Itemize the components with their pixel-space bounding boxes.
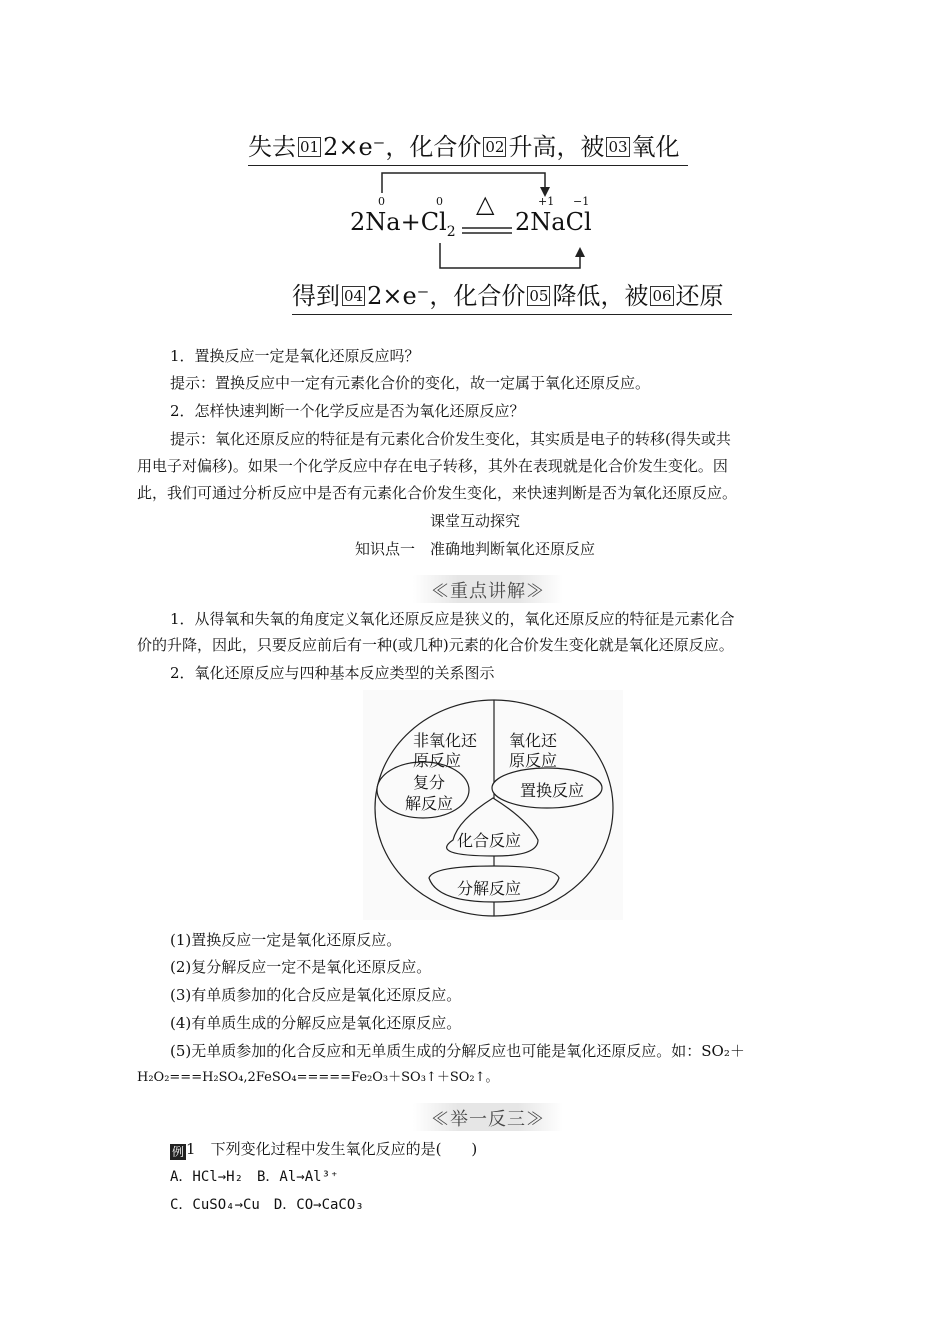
reaction-equation	[350, 207, 456, 247]
example-question	[170, 1138, 477, 1160]
rule-line-4: (4)有单质生成的分解反应是氧化还原反应。	[170, 1014, 462, 1032]
rule-line-2: (2)复分解反应一定不是氧化还原反应。	[170, 958, 432, 976]
rule-line-3: (3)有单质参加的化合反应是氧化还原反应。	[170, 986, 462, 1004]
lose-prefix: 失去	[248, 133, 296, 161]
example-mark-icon: 例	[171, 1145, 184, 1159]
label-non-redox-1: 非氧化还	[413, 731, 478, 750]
banner-chevrons-right-icon: ≫	[526, 581, 545, 602]
reaction-type-diagram	[363, 690, 623, 920]
point-line-3: 2．氧化还原反应与四种基本反应类型的关系图示	[170, 664, 495, 682]
example-options-cd: C．CuSO₄→Cu D．CO→CaCO₃	[170, 1197, 364, 1213]
lose-by-label: ，被	[556, 133, 605, 161]
example-question-text: 下列变化过程中发生氧化反应的是( )	[210, 1140, 478, 1158]
gain-prefix: 得到	[292, 282, 340, 310]
label-non-redox-2: 原反应	[413, 751, 462, 770]
gain-result: 还原	[675, 282, 724, 310]
banner-key-points-label: 重点讲解	[450, 581, 526, 602]
qa-line-2: 提示：置换反应中一定有元素化合价的变化，故一定属于氧化还原反应。	[170, 374, 651, 392]
banner-practice-label: 举一反三	[450, 1109, 526, 1130]
blank-04: 04	[344, 287, 364, 305]
qa-line-3: 2．怎样快速判断一个化学反应是否为氧化还原反应？	[170, 402, 525, 420]
banner2-chevrons-left-icon: ≪	[431, 1109, 450, 1130]
qa-line-1: 1．置换反应一定是氧化还原反应吗？	[170, 347, 420, 365]
lose-result: 氧化	[631, 133, 680, 161]
heat-condition: △	[476, 190, 495, 218]
blank-06: 06	[652, 287, 672, 305]
qa-line-6: 此，我们可通过分析反应中是否有元素化合价发生变化，来快速判断是否为氧化还原反应。	[137, 484, 738, 502]
banner-key-points	[413, 575, 563, 603]
label-combination: 化合反应	[457, 831, 522, 850]
blank-03: 03	[608, 138, 628, 156]
lose-valence-change: 升高	[508, 133, 557, 161]
lose-amount: 2×e⁻	[323, 133, 386, 161]
qa-line-4: 提示：氧化还原反应的特征是有元素化合价发生变化，其实质是电子的转移(得失或共	[170, 430, 731, 448]
qa-line-5: 用电子对偏移)。如果一个化学反应中存在电子转移，其外在表现就是化合价发生变化。因	[137, 457, 728, 475]
equation-figure	[240, 125, 740, 320]
ox-na: 0	[378, 195, 385, 208]
ox-na-product: +1	[538, 195, 555, 208]
rule-line-1: (1)置换反应一定是氧化还原反应。	[170, 931, 402, 949]
gain-valence-label: ，化合价	[429, 282, 526, 310]
ox-cl: 0	[436, 195, 443, 208]
example-options-ab: A．HCl→H₂ B．Al→Al³⁺	[170, 1169, 339, 1185]
reaction-product: 2NaCl	[515, 208, 592, 236]
rule-line-5: (5)无单质参加的化合反应和无单质生成的分解反应也可能是氧化还原反应。如：SO₂＋	[170, 1042, 745, 1060]
label-double-decomp-2: 解反应	[405, 794, 454, 813]
label-redox-1: 氧化还	[509, 731, 558, 750]
point-line-1: 1．从得氧和失氧的角度定义氧化还原反应是狭义的，氧化还原反应的特征是元素化合	[170, 610, 735, 628]
blank-02: 02	[485, 138, 505, 156]
banner-practice	[413, 1103, 563, 1131]
banner-chevrons-left-icon: ≪	[431, 581, 450, 602]
ox-cl-product: −1	[573, 195, 590, 208]
label-decomposition: 分解反应	[457, 879, 522, 898]
gain-by-label: ，被	[600, 282, 649, 310]
lose-valence-label: ，化合价	[385, 133, 482, 161]
reactants: 2Na+Cl	[350, 208, 447, 236]
rule-line-6: H₂O₂===H₂SO₄,2FeSO₄=====Fe₂O₃＋SO₃↑＋SO₂↑。	[137, 1070, 499, 1085]
blank-01: 01	[300, 138, 320, 156]
label-redox-2: 原反应	[509, 751, 558, 770]
example-number: 1	[186, 1140, 196, 1158]
gain-electron-line	[292, 280, 724, 312]
point-line-2: 价的升降，因此，只要反应前后有一种(或几种)元素的化合价发生变化就是氧化还原反应。	[137, 636, 734, 654]
knowledge-title: 知识点一 准确地判断氧化还原反应	[354, 540, 595, 558]
section-title: 课堂互动探究	[429, 512, 520, 530]
gain-underline	[292, 314, 732, 315]
banner2-chevrons-right-icon: ≫	[526, 1109, 545, 1130]
blank-05: 05	[529, 287, 549, 305]
gain-amount: 2×e⁻	[367, 282, 430, 310]
label-displacement: 置换反应	[520, 781, 585, 800]
gain-valence-change: 降低	[552, 282, 601, 310]
label-double-decomp-1: 复分	[413, 773, 446, 792]
reactant-subscript: 2	[446, 224, 456, 240]
